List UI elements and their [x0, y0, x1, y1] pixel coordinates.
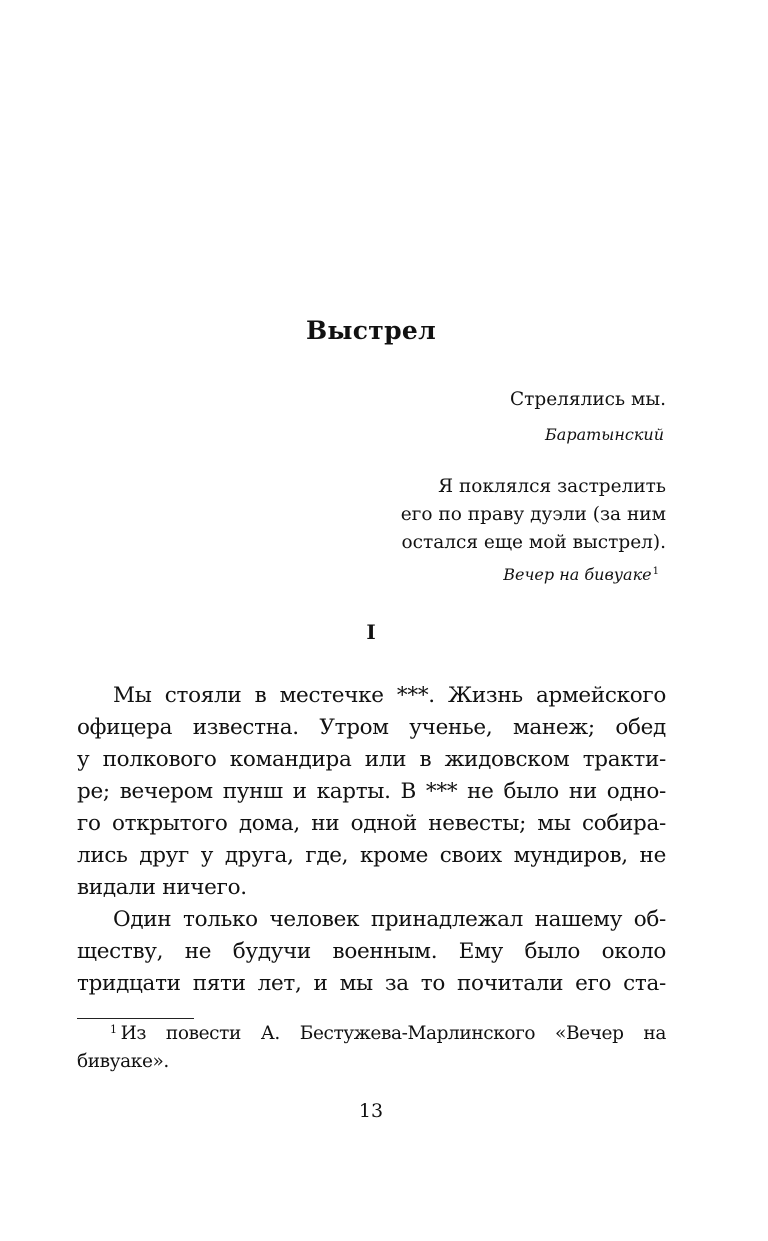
- text-line: офицера известна. Утром ученье, манеж; обед: [77, 715, 666, 740]
- epigraph-2-author-text: Вечер на бивуаке: [503, 565, 652, 584]
- text-line: Один только человек принадлежал нашему об-: [113, 907, 666, 932]
- footnote-divider: [77, 1018, 194, 1019]
- page-number: 13: [358, 1100, 384, 1122]
- epigraph-2-line-3: остался еще мой выстрел).: [401, 532, 666, 553]
- text-line: у полкового командира или в жидовском тракти-: [77, 747, 666, 772]
- page-title: Выстрел: [305, 316, 437, 345]
- epigraph-2-line-1: Я поклялся застрелить: [438, 476, 666, 497]
- epigraph-1-author: Баратынский: [545, 425, 664, 444]
- chapter-heading: I: [366, 620, 376, 644]
- footnote-ref[interactable]: 1: [652, 566, 659, 577]
- footnote-line-1: [110, 1023, 666, 1044]
- text-line: лись друг у друга, где, кроме своих мундиров, не: [77, 843, 666, 868]
- epigraph-1-line-1: Стрелялись мы.: [510, 389, 666, 410]
- text-line: тридцати пяти лет, и мы за то почитали его ста-: [77, 971, 666, 996]
- footnote-number: 1: [110, 1023, 117, 1036]
- footnote-line-2: бивуаке».: [77, 1051, 169, 1072]
- epigraph-2-line-2: его по праву дуэли (за ним: [400, 504, 666, 525]
- footnote-text-1: Из повести А. Бестужева-Марлинского «Вечер на: [120, 1023, 666, 1044]
- epigraph-2-author: [503, 565, 659, 584]
- text-line: го открытого дома, ни одной невесты; мы собира-: [77, 811, 666, 836]
- text-line: ре; вечером пунш и карты. В *** не было ни одно-: [77, 779, 666, 804]
- text-line: Мы стояли в местечке ***. Жизнь армейского: [113, 683, 666, 708]
- text-line: ществу, не будучи военным. Ему было около: [77, 939, 666, 964]
- text-line: видали ничего.: [77, 875, 247, 900]
